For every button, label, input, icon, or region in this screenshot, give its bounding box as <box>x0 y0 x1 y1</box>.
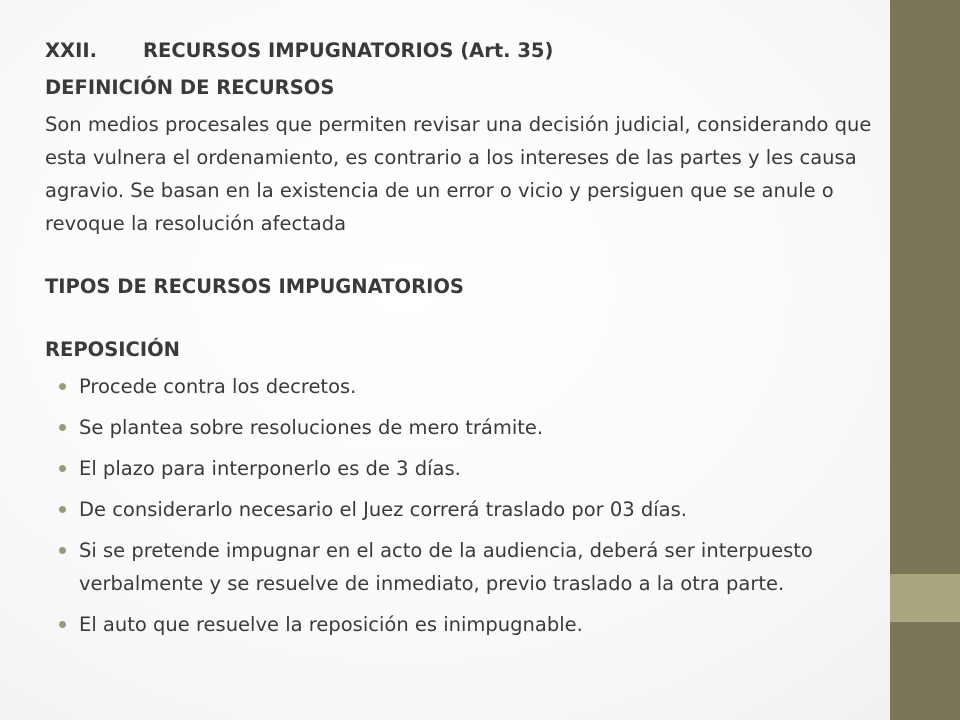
bullet-icon <box>59 465 66 472</box>
bullet-icon <box>59 621 66 628</box>
bullet-text: El plazo para interponerlo es de 3 días. <box>79 457 461 480</box>
types-heading: TIPOS DE RECURSOS IMPUGNATORIOS <box>45 275 464 298</box>
bullet-icon <box>59 383 66 390</box>
bullet-text: Procede contra los decretos. <box>79 375 357 398</box>
list-item <box>45 493 909 526</box>
bullet-text: Se plantea sobre resoluciones de mero trámite. <box>79 416 544 439</box>
bullet-icon <box>59 547 66 554</box>
reposicion-heading: REPOSICIÓN <box>45 338 180 361</box>
bullet-icon <box>59 506 66 513</box>
definition-heading: DEFINICIÓN DE RECURSOS <box>45 76 335 99</box>
list-item <box>45 534 909 600</box>
list-item <box>45 370 909 403</box>
bullet-text: Si se pretende impugnar en el acto de la audiencia, deberá ser interpuesto verbalmente y se resuelve de inmediato, previo traslado a la otra parte. <box>79 539 813 595</box>
definition-paragraph: Son medios procesales que permiten revisar una decisión judicial, considerando que esta vulnera el ordenamiento, es contrario a los intereses de las partes y les causa agravio. Se basan en la existencia de un error o vicio y persiguen que se anule o revoque la resolución afectada <box>45 113 872 235</box>
bullet-text: De considerarlo necesario el Juez correrá traslado por 03 días. <box>79 498 687 521</box>
section-heading <box>45 34 895 67</box>
list-item <box>45 452 909 485</box>
bullet-icon <box>59 424 66 431</box>
section-number: XXII. <box>45 39 97 62</box>
bullet-list <box>45 370 895 641</box>
list-item <box>45 411 909 444</box>
section-title: RECURSOS IMPUGNATORIOS (Art. 35) <box>143 39 554 62</box>
slide-content <box>45 34 895 649</box>
list-item <box>45 608 909 641</box>
bullet-text: El auto que resuelve la reposición es inimpugnable. <box>79 613 583 636</box>
